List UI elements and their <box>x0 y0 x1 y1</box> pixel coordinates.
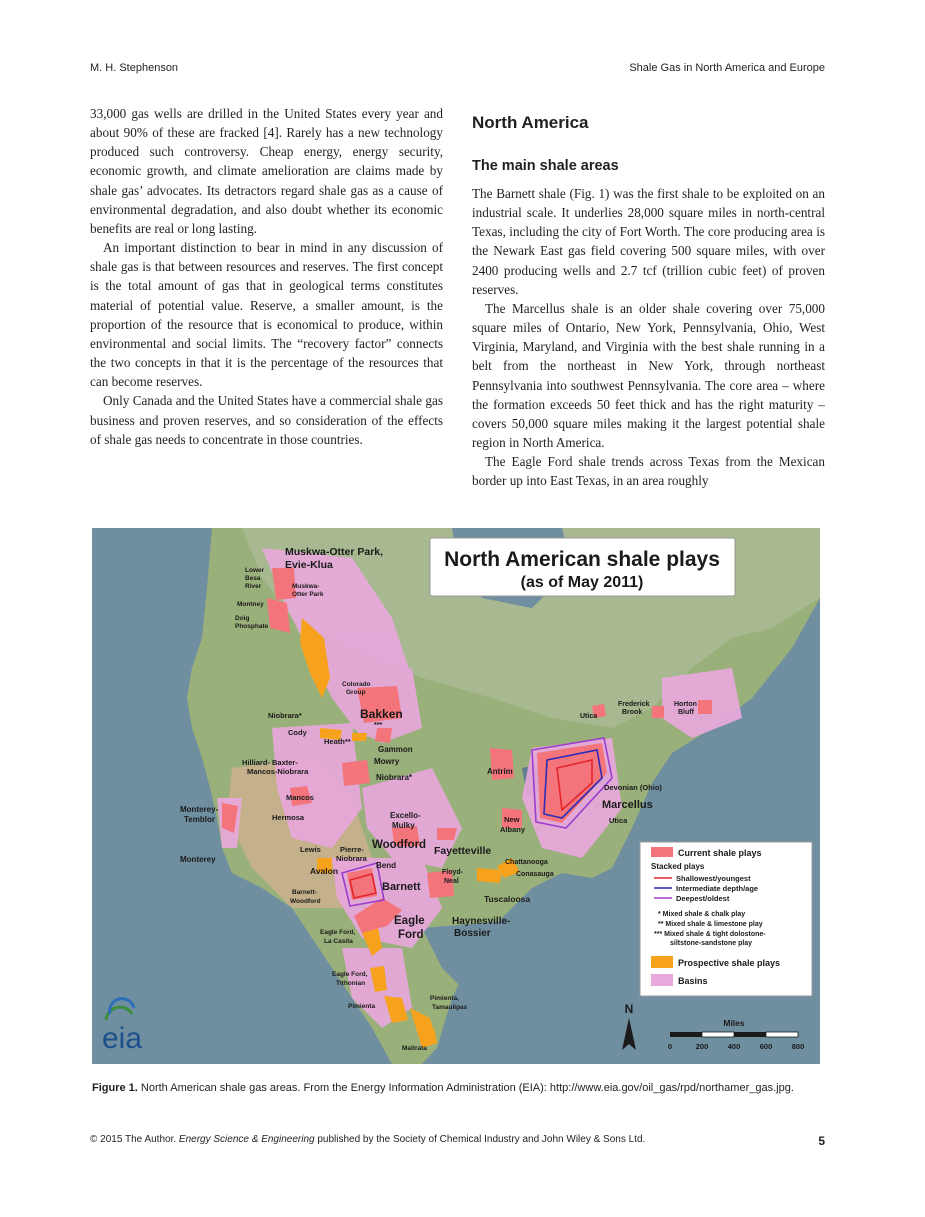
label-new-albany: New <box>504 815 520 824</box>
label-pimienta-tamaulipas: Pimienta, <box>430 995 459 1002</box>
label-barnett-woodford: Woodford <box>290 898 321 905</box>
label-eagle-ford: Ford <box>398 929 424 941</box>
label-barnett: Barnett <box>382 881 421 893</box>
label-niobrara: Niobrara* <box>268 711 302 720</box>
label-devonian: Devonian (Ohio) <box>604 783 662 792</box>
label-eagle-tithonian: Tithonian <box>336 980 366 987</box>
scale-tick: 600 <box>759 1042 773 1051</box>
shale-plays-map <box>92 528 820 1064</box>
scale-title: Miles <box>723 1018 745 1028</box>
label-utica: Utica <box>609 816 628 825</box>
label-mowry: Mowry <box>374 757 400 766</box>
label-woodford: Woodford <box>372 839 427 851</box>
label-monterey-temblor: Temblor <box>184 815 215 824</box>
label-hilliard: Hilliard- Baxter- <box>242 758 298 767</box>
label-pimienta: Pimienta <box>348 1003 376 1010</box>
label-muskwa-big: Muskwa-Otter Park, <box>285 546 384 558</box>
legend-shallow: Shallowest/youngest <box>676 874 751 883</box>
current-gammon <box>375 728 392 743</box>
legend-mixed-dolostone: siltstone-sandstone play <box>670 940 753 947</box>
legend-mixed-limestone: ** Mixed shale & limestone play <box>658 921 763 928</box>
label-muskwa-big: Evie-Klua <box>285 559 333 571</box>
footer-journal: Energy Science & Engineering <box>178 1134 315 1145</box>
label-lower-besa: Lower <box>245 567 265 574</box>
scale-segment <box>702 1032 734 1037</box>
legend-swatch-prospective <box>651 956 673 968</box>
label-colorado: Group <box>346 689 366 696</box>
label-conasauga: Conasauga <box>516 871 554 878</box>
label-excello: Excello- <box>390 811 421 820</box>
left-column <box>90 104 443 449</box>
label-frederick: Frederick <box>618 701 650 708</box>
scale-segment <box>670 1032 702 1037</box>
label-barnett-woodford: Barnett- <box>292 889 317 896</box>
scale-segment <box>734 1032 766 1037</box>
label-montney: Montney <box>237 601 264 608</box>
label-cody: Cody <box>288 728 307 737</box>
page-number: 5 <box>818 1134 825 1148</box>
footer-copyright-prefix: © 2015 The Author. <box>90 1134 179 1145</box>
label-eagle-ford: Eagle <box>394 915 425 927</box>
label-bakken: Bakken <box>360 707 403 721</box>
running-head-author: M. H. Stephenson <box>90 62 179 74</box>
label-new-albany: Albany <box>500 825 526 834</box>
eia-logo-text: eia <box>102 1022 143 1055</box>
scale-tick: 0 <box>667 1042 673 1051</box>
label-hilliard: Mancos-Niobrara <box>247 767 309 776</box>
scale-tick: 200 <box>695 1042 709 1051</box>
legend-current: Current shale plays <box>678 848 762 858</box>
current-montney <box>267 598 290 633</box>
legend-stacked-title: Stacked plays <box>651 862 705 871</box>
label-floyd: Neal <box>444 878 459 885</box>
page-footer <box>90 1134 825 1148</box>
label-pierre: Niobrara <box>336 854 367 863</box>
label-eagle-tithonian: Eagle Ford, <box>332 971 368 978</box>
label-maltrata: Maltrata <box>402 1045 427 1052</box>
north-label: N <box>624 1002 634 1016</box>
map-legend <box>640 842 812 996</box>
label-gammon: Gammon <box>378 745 413 754</box>
map-subtitle: (as of May 2011) <box>520 574 644 591</box>
shale-plays-map-figure <box>92 528 820 1064</box>
running-head-title: Shale Gas in North America and Europe <box>629 62 825 74</box>
right-column <box>472 112 825 491</box>
label-lower-besa: River <box>245 583 262 590</box>
scale-tick: 400 <box>727 1042 741 1051</box>
section-heading: North America <box>472 113 589 132</box>
paragraph: The Marcellus shale is an older shale covering over 75,000 square miles of Ontario, New York, Pennsylvania, Ohio, West Virginia, Maryland, and Virginia with the best shale running in a belt from the northeast in New York, through northeast Pennsylvania into southwest Pennsylvania. The core area – where the formation exceeds 50 feet thick and has the right maturity – covers 50,000 square miles making it the largest potential shale region in North America. <box>472 300 825 451</box>
label-chattanooga: Chattanooga <box>505 859 548 866</box>
scale-tick: 800 <box>791 1042 805 1051</box>
label-bakken-stars: *** <box>374 722 383 729</box>
label-haynesville: Haynesville- <box>452 916 511 927</box>
current-niobrara <box>342 760 370 786</box>
footer-copyright-suffix: published by the Society of Chemical Industry and John Wiley & Sons Ltd. <box>314 1134 646 1145</box>
label-heath: Heath** <box>324 737 351 746</box>
map-title: North American shale plays <box>444 548 720 571</box>
label-mancos: Mancos <box>286 793 314 802</box>
current-horton <box>698 700 712 714</box>
label-frederick: Brook <box>622 709 643 716</box>
label-colorado: Colorado <box>342 681 371 688</box>
label-horton: Bluff <box>678 709 694 716</box>
figure-caption <box>92 1082 832 1094</box>
label-bend: Bend <box>376 861 396 870</box>
paragraph: 33,000 gas wells are drilled in the United States every year and about 90% of these are fracked [4]. Rarely has a new technology produced such controversy. Cheap energy, energy security, economic growth, and climate amelioration are claims made by shale gas’ advocates. Its detractors regard shale gas as a cause of environmental degradation, and also doubt whether its economic benefits are real or long lasting. <box>90 106 443 236</box>
label-avalon: Avalon <box>310 866 339 876</box>
caption-label: Figure 1. <box>92 1082 138 1094</box>
label-lewis: Lewis <box>300 845 321 854</box>
label-pimienta-tamaulipas: Tamaulipas <box>432 1004 468 1011</box>
label-eagle-lacasita: Eagle Ford, <box>320 929 356 936</box>
label-monterey-temblor: Monterey- <box>180 805 219 814</box>
caption-text: North American shale gas areas. From the Energy Information Administration (EIA): http://www.eia.gov/oil_gas/rpd/northamer_gas.jpg. <box>137 1082 794 1094</box>
label-niobrara-2: Niobrara* <box>376 773 413 782</box>
label-fayetteville: Fayetteville <box>434 845 492 857</box>
label-monterey: Monterey <box>180 855 216 864</box>
label-doig: Phosphate <box>235 623 269 630</box>
paragraph: The Barnett shale (Fig. 1) was the first shale to be exploited on an industrial scale. It underlies 28,000 square miles in north-central Texas, including the city of Fort Worth. The core producing area is the Newark East gas field covering 500 square miles, with over 2400 producing wells and 2.7 tcf (trillion cubic feet) of proven reserves. <box>472 186 825 297</box>
legend-prospective: Prospective shale plays <box>678 958 781 968</box>
legend-deep: Deepest/oldest <box>676 894 730 903</box>
label-marcellus: Marcellus <box>602 799 653 811</box>
paragraph: Only Canada and the United States have a commercial shale gas business and proven reserves, and so consideration of the effects of shale gas needs to concentrate in those countries. <box>90 393 443 447</box>
current-fayetteville <box>437 828 457 840</box>
label-tuscaloosa: Tuscaloosa <box>484 894 531 904</box>
label-lower-besa: Besa <box>245 575 261 582</box>
legend-basins: Basins <box>678 976 708 986</box>
paragraph: The Eagle Ford shale trends across Texas from the Mexican border up into East Texas, in an area roughly <box>472 454 825 489</box>
label-doig: Doig <box>235 615 250 622</box>
label-haynesville: Bossier <box>454 928 491 939</box>
running-head <box>90 62 825 80</box>
label-muskwa-small: Otter Park <box>292 591 324 598</box>
paragraph: An important distinction to bear in mind in any discussion of shale gas is that between resources and reserves. The first concept is the total amount of gas that in geological terms constitutes material of potential value. Reserve, a smaller amount, is the proportion of the resource that is economical to produce, within environmental and social limits. The “recovery factor” connects the two concepts in that it is the percentage of the resources that can become reserves. <box>90 240 443 390</box>
label-muskwa-small: Muskwa- <box>292 583 320 590</box>
label-horton: Horton <box>674 701 697 708</box>
label-floyd: Floyd- <box>442 869 463 876</box>
legend-mixed-dolostone: *** Mixed shale & tight dolostone- <box>654 931 766 938</box>
subsection-heading: The main shale areas <box>472 158 619 174</box>
label-antrim: Antrim <box>487 767 513 776</box>
prospective-floyd <box>477 868 502 883</box>
label-hermosa: Hermosa <box>272 813 305 822</box>
legend-intermediate: Intermediate depth/age <box>676 884 759 893</box>
legend-swatch-basins <box>651 974 673 986</box>
prospective-heath <box>352 733 367 741</box>
label-eagle-lacasita: La Casita <box>324 938 353 945</box>
label-excello: Mulky <box>392 821 415 830</box>
legend-mixed-chalk: * Mixed shale & chalk play <box>658 911 746 918</box>
current-frederick <box>652 706 664 718</box>
footer-copyright <box>90 1134 645 1148</box>
label-utica-north: Utica <box>580 713 598 720</box>
scale-segment <box>766 1032 798 1037</box>
label-pierre: Pierre- <box>340 845 364 854</box>
legend-swatch-current <box>651 847 673 857</box>
